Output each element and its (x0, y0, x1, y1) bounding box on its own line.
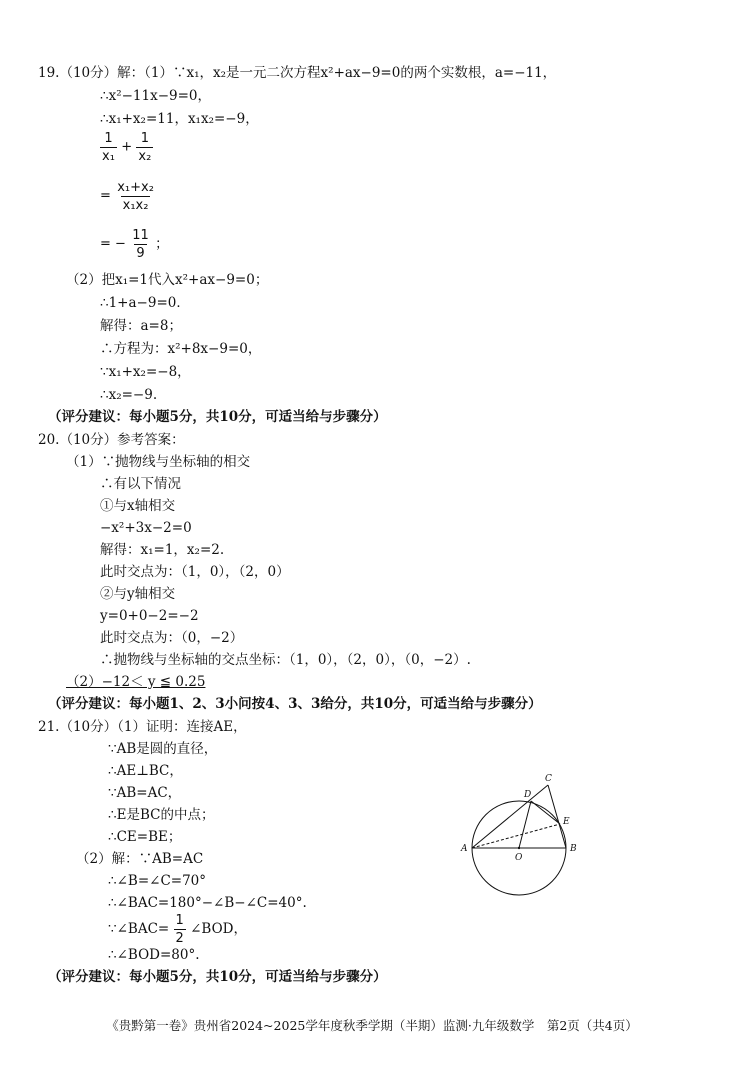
page-footer: 《贵黔第一卷》贵州省2024~2025学年度秋季学期（半期）监测·九年级数学 第2页（共4页） (106, 1018, 638, 1033)
q19-line3: ∴x₁+x₂=11，x₁x₂=−9， (100, 111, 259, 127)
q20-line5: −x²+3x−2=0 (100, 520, 192, 536)
label-d: D (524, 790, 532, 800)
q20-line4: ①与x轴相交 (100, 498, 176, 514)
q19-part2-line5: ∵x₁+x₂=−8， (100, 364, 191, 380)
q20-scoring-note: （评分建议：每小题1、2、3小问按4、3、3给分，共10分，可适当给与步骤分） (48, 696, 542, 712)
q19-fraction-combined (100, 179, 156, 214)
denominator: 2 (175, 931, 184, 946)
q19-fraction-result (100, 227, 169, 262)
q21-line5: ∴E是BC的中点； (108, 807, 215, 823)
numerator: 1 (175, 913, 184, 928)
q21-line3: ∴AE⊥BC， (108, 763, 183, 779)
q21-scoring-note: （评分建议：每小题5分，共10分，可适当给与步骤分） (48, 969, 387, 985)
q20-line12: （2）−12＜ y ≦ 0.25 (66, 674, 206, 690)
q20-line7: 此时交点为：（1，0），（2，0） (100, 564, 290, 580)
q19-part2-line4: ∴方程为：x²+8x−9=0， (100, 341, 262, 357)
denominator: x₁ (102, 149, 115, 164)
q19-line1: 19.（10分）解：（1）∵x₁，x₂是一元二次方程x²+ax−9=0的两个实数根，a=−11， (38, 65, 557, 81)
label-e: E (563, 817, 570, 827)
circle-geometry-figure (455, 770, 595, 900)
denominator: 9 (136, 246, 145, 261)
q21-line2: ∵AB是圆的直径， (108, 741, 218, 757)
q20-line1: 20.（10分）参考答案： (38, 432, 185, 448)
fraction (100, 130, 117, 165)
q19-part2-line3: 解得：a=8； (100, 318, 182, 334)
q20-line2: （1）∵抛物线与坐标轴的相交 (66, 454, 251, 470)
q20-line3: ∴有以下情况 (100, 476, 181, 492)
plus-sign: + (121, 139, 133, 155)
q19-part2-line1: （2）把x₁=1代入x²+ax−9=0； (66, 272, 269, 288)
numerator: 1 (140, 131, 149, 146)
q20-line9: y=0+0−2=−2 (100, 608, 199, 624)
q19-scoring-note: （评分建议：每小题5分，共10分，可适当给与步骤分） (48, 409, 387, 425)
q21-line11: ∴∠BOD=80°. (108, 947, 200, 963)
fraction (130, 227, 151, 262)
fraction (136, 130, 153, 165)
q21-line8: ∴∠B=∠C=70° (108, 873, 207, 889)
q20-line10: 此时交点为：（0，−2） (100, 630, 244, 646)
q21-line10 (108, 912, 247, 947)
q21-line7: （2）解：∵AB=AC (76, 851, 204, 867)
point-o (518, 847, 520, 849)
label-o: O (515, 853, 523, 863)
label-c: C (545, 774, 552, 784)
equals-minus-sign: = − (100, 236, 126, 252)
q19-part2-line2: ∴1+a−9=0． (100, 295, 190, 311)
label-b: B (570, 844, 577, 854)
q20-line8: ②与y轴相交 (100, 586, 176, 602)
denominator: x₂ (138, 149, 152, 164)
q21-line1: 21.（10分）（1）证明：连接AE， (38, 719, 247, 735)
q19-line2: ∴x²−11x−9=0， (100, 88, 212, 104)
q21-line4: ∵AB=AC， (108, 785, 182, 801)
q21-line9: ∴∠BAC=180°−∠B−∠C=40°. (108, 895, 307, 911)
numerator: x₁+x₂ (117, 180, 154, 195)
q19-part2-line6: ∴x₂=−9. (100, 387, 158, 403)
segment-ac (472, 785, 548, 848)
q21-line6: ∴CE=BE； (108, 829, 182, 845)
text: ∠BOD， (190, 921, 247, 937)
label-a: A (461, 844, 468, 854)
q20-line6: 解得：x₁=1，x₂=2. (100, 542, 225, 558)
numerator: 11 (132, 228, 149, 243)
denominator: x₁x₂ (122, 198, 149, 213)
numerator: 1 (104, 131, 113, 146)
q19-fraction-sum (100, 130, 153, 165)
semicolon: ； (155, 236, 169, 252)
fraction-half (174, 912, 186, 947)
fraction (115, 179, 156, 214)
text: ∵∠BAC= (108, 921, 170, 937)
q20-line11: ∴抛物线与坐标轴的交点坐标：（1，0），（2，0），（0，−2）. (100, 652, 471, 668)
segment-ae-dashed (472, 824, 560, 848)
equals-sign: = (100, 188, 111, 204)
